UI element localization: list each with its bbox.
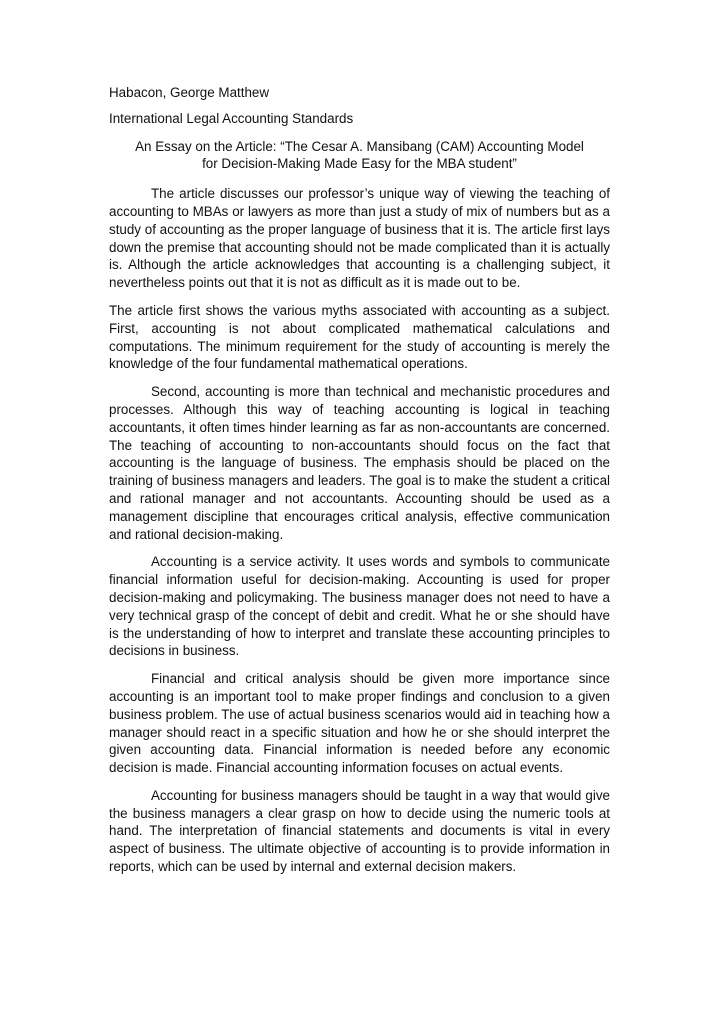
author-name: Habacon, George Matthew — [109, 85, 270, 100]
paragraph-6: Accounting for business managers should be taught in a way that would give the business managers a clear grasp on how to decide using the numeric tools at hand. The interpretation of financial statements and documents is vital in every aspect of business. The ultimate objective of accounting is to provide information in reports, which can be used by internal and external decision makers. — [109, 787, 610, 875]
paragraph-3: Second, accounting is more than technical and mechanistic procedures and processes. Although this way of teaching accounting is logical in teaching accountants, it often times hinder learning as far as non-accountants are concerned. The teaching of accounting to non-accountants should focus on the fact that accounting is the language of business. The emphasis should be placed on the training of business managers and leaders. The goal is to make the student a critical and rational manager and not accountants. Accounting should be used as a management discipline that encourages critical analysis, effective communication and rational decision-making. — [109, 384, 610, 542]
paragraph-4: Accounting is a service activity. It uses words and symbols to communicate financial information useful for decision-making. Accounting is used for proper decision-making and policymaking. The business manager does not need to have a very technical grasp of the concept of debit and credit. What he or she should have is the understanding of how to interpret and translate these accounting principles to decisions in business. — [109, 554, 610, 659]
document-page — [109, 84, 610, 886]
course-title: International Legal Accounting Standards — [109, 110, 354, 126]
essay-title — [109, 138, 610, 174]
paragraph-2: The article first shows the various myths associated with accounting as a subject. First, accounting is not about complicated mathematical calculations and computations. The minimum requirement for the study of accounting is merely the knowledge of the four fundamental mathematical operations. — [109, 302, 610, 372]
paragraph-5: Financial and critical analysis should be given more importance since accounting is an important tool to make proper findings and conclusion to a given business problem. The use of actual business scenarios would aid in teaching how a manager should react in a specific situation and how he or she should interpret the given accounting data. Financial information is needed before any economic decision is made. Financial accounting information focuses on actual events. — [109, 671, 610, 776]
essay-title-line-2: for Decision-Making Made Easy for the MBA student” — [202, 156, 517, 172]
essay-title-line-1: An Essay on the Article: “The Cesar A. Mansibang (CAM) Accounting Model — [135, 138, 584, 154]
paragraph-1: The article discusses our professor’s unique way of viewing the teaching of accounting to MBAs or lawyers as more than just a study of mix of numbers but as a study of accounting as the proper language of business that it is. The article first lays down the premise that accounting should not be made complicated than it is actually is. Although the article acknowledges that accounting is a challenging subject, it nevertheless points out that it is not as difficult as it is made out to be. — [109, 186, 610, 291]
